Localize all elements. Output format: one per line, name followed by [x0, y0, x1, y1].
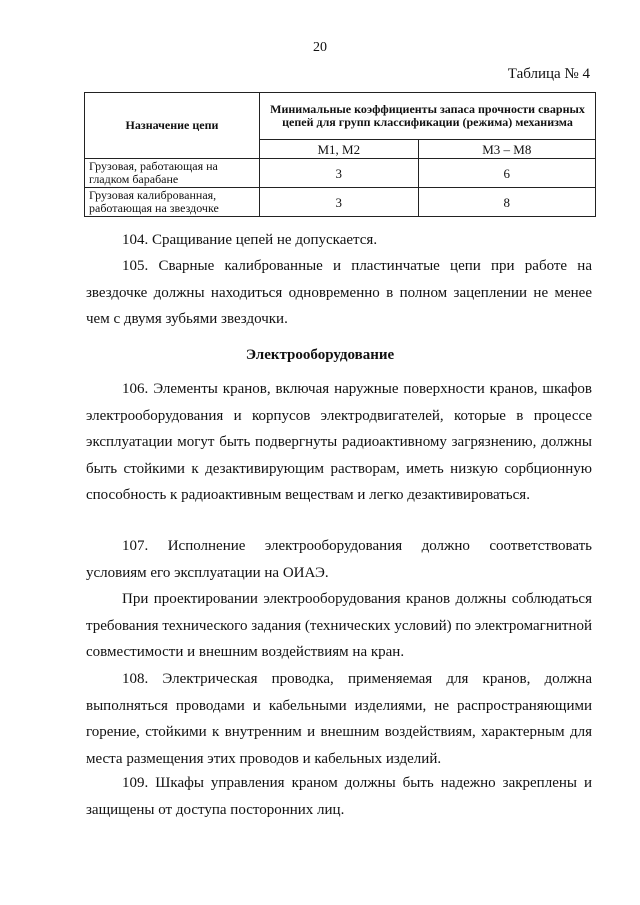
row-value-m3-m8: 8: [418, 188, 595, 217]
paragraph-106: 106. Элементы кранов, включая наружные поверхности кранов, шкафов электрооборудования и корпусов электродвигателей, которые в процессе эксплуатации могут быть подвергнуты радиоактивному загрязнению, должны быть стойкими к дезактивирующим растворам, иметь низкую сорбционную способность к радиоактивным веществам и легко дезактивироваться.: [86, 381, 592, 503]
header-group-m3-m8: М3 – М8: [418, 140, 595, 159]
paragraph-109: 109. Шкафы управления краном должны быть надежно закреплены и защищены от доступа посторонних лиц.: [86, 775, 592, 818]
paragraph-107: 107. Исполнение электрооборудования должно соответствовать условиям его эксплуатации на ОИАЭ.: [86, 538, 592, 581]
section-title: Электрооборудование: [245, 347, 395, 363]
row-value-m3-m8: 6: [418, 159, 595, 188]
table-row: [85, 188, 596, 217]
header-coefficients: Минимальные коэффициенты запаса прочности сварных цепей для групп классификации (режима) механизма: [260, 93, 596, 140]
paragraph-108: 108. Электрическая проводка, применяемая для кранов, должна выполняться проводами и кабельными изделиями, не распространяющими горение, стойкими к внутренним и внешним воздействиям, характерным для места размещения этих проводов и кабельных изделий.: [86, 671, 592, 767]
header-purpose: Назначение цепи: [85, 93, 260, 159]
row-value-m1-m2: 3: [260, 159, 419, 188]
row-purpose: Грузовая калиброванная, работающая на звездочке: [85, 188, 260, 217]
page-number: 20: [313, 40, 327, 55]
paragraph-104: 104. Сращивание цепей не допускается.: [122, 232, 378, 248]
paragraph-107-cont: При проектировании электрооборудования кранов должны соблюдаться требования технического задания (технических условий) по электромагнитной совместимости и внешним воздействиям на кран.: [86, 591, 592, 660]
row-purpose: Грузовая, работающая на гладком барабане: [85, 159, 260, 188]
chain-strength-table: [84, 92, 596, 217]
table-caption: Таблица № 4: [507, 66, 590, 82]
table-row: [85, 159, 596, 188]
header-group-m1-m2: М1, М2: [260, 140, 419, 159]
row-value-m1-m2: 3: [260, 188, 419, 217]
paragraph-105: 105. Сварные калиброванные и пластинчатые цепи при работе на звездочке должны находиться одновременно в полном зацеплении не менее чем с двумя зубьями звездочки.: [86, 258, 592, 327]
